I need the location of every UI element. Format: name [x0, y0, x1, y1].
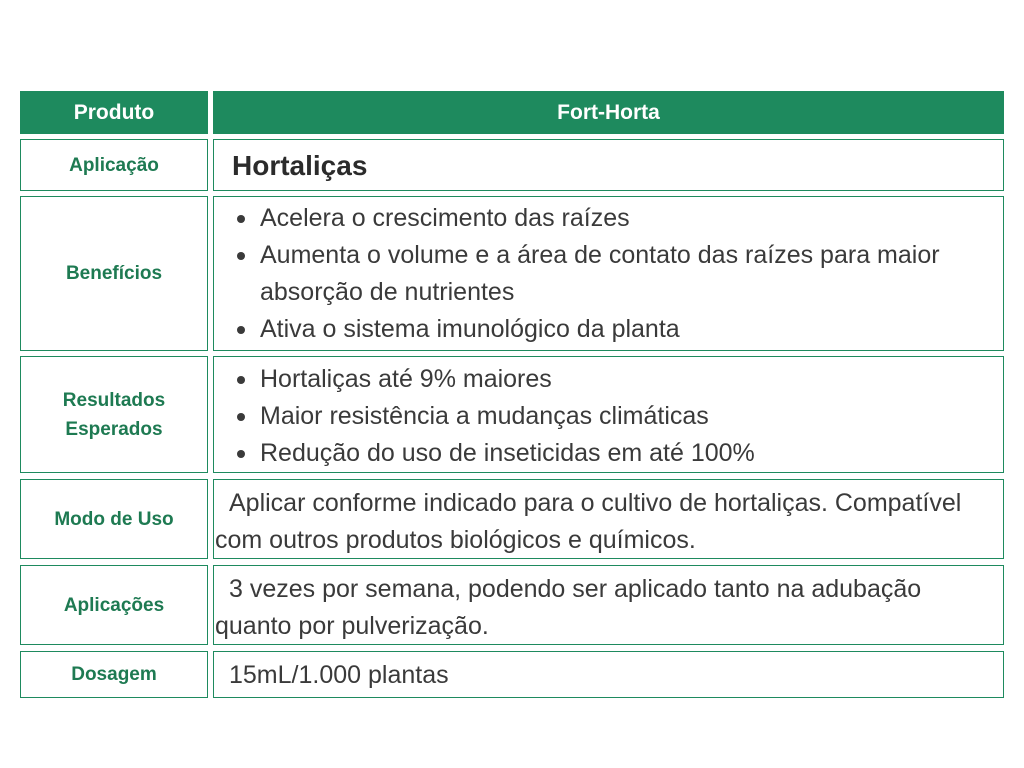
label-beneficios-text: Benefícios	[65, 263, 163, 284]
value-modo-de-uso	[213, 479, 1004, 559]
list-item: Hortaliças até 9% maiores	[214, 361, 1003, 398]
value-resultados	[213, 356, 1004, 473]
label-dosagem-text: Dosagem	[71, 664, 157, 685]
list-item: Ativa o sistema imunológico da planta	[214, 311, 1003, 348]
list-item: Aumenta o volume e a área de contato das raízes para maior absorção de nutrientes	[214, 237, 1003, 311]
label-aplicacao-text: Aplicação	[69, 154, 159, 176]
label-modo-de-uso	[20, 479, 208, 559]
label-resultados-text	[63, 386, 165, 444]
label-aplicacoes-text: Aplicações	[63, 594, 165, 616]
value-aplicacao	[213, 139, 1004, 191]
aplicacoes-text: 3 vezes por semana, podendo ser aplicado tanto na adubação quanto por pulverização.	[215, 575, 922, 640]
beneficios-list	[214, 200, 1003, 348]
value-aplicacao-text: Hortaliças	[232, 149, 368, 181]
value-beneficios	[213, 196, 1004, 351]
list-item: Redução do uso de inseticidas em até 100%	[214, 435, 1003, 472]
value-aplicacoes	[213, 565, 1004, 645]
label-resultados	[20, 356, 208, 473]
header-produto	[20, 91, 208, 134]
resultados-list	[214, 361, 1003, 472]
list-item: Acelera o crescimento das raízes	[214, 200, 1003, 237]
list-item: Maior resistência a mudanças climáticas	[214, 398, 1003, 435]
label-beneficios	[20, 196, 208, 351]
dosagem-text: 15mL/1.000 plantas	[229, 661, 449, 689]
header-product-name	[213, 91, 1004, 134]
header-produto-text: Produto	[73, 100, 155, 124]
header-product-name-text: Fort-Horta	[557, 100, 660, 124]
label-aplicacao	[20, 139, 208, 191]
label-resultados-line2: Esperados	[65, 418, 163, 440]
label-resultados-line1: Resultados	[62, 389, 166, 411]
label-aplicacoes	[20, 565, 208, 645]
label-modo-de-uso-text: Modo de Uso	[54, 508, 174, 530]
value-dosagem	[213, 651, 1004, 698]
label-dosagem	[20, 651, 208, 698]
modo-de-uso-text: Aplicar conforme indicado para o cultivo de hortaliças. Compatível com outros produtos biológicos e químicos.	[215, 489, 962, 554]
